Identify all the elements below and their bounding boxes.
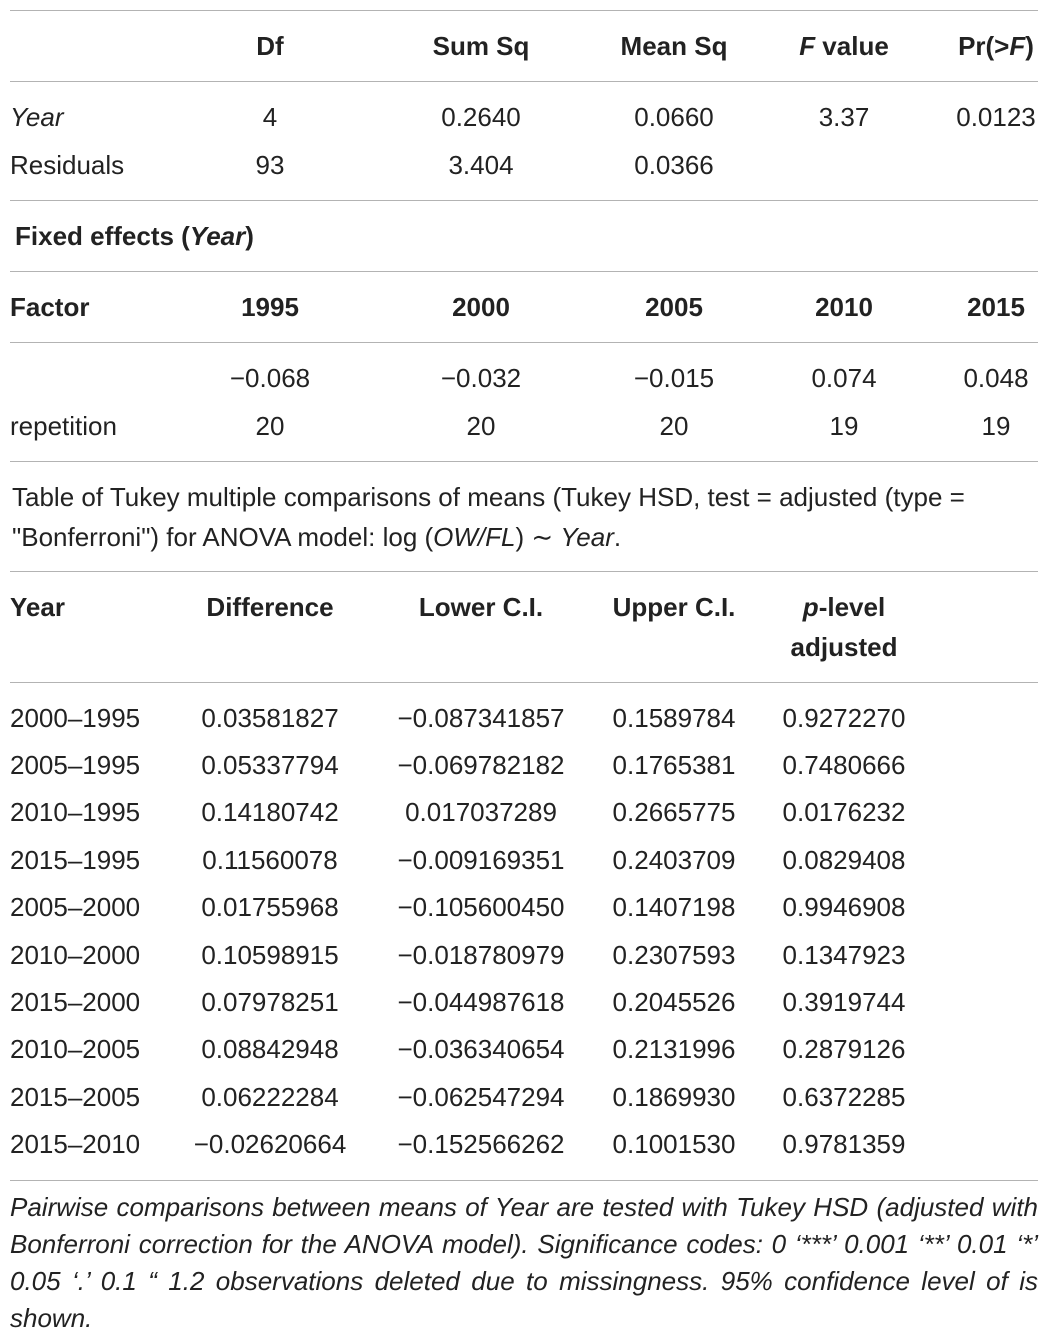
tukey-cell-upper: 0.2307593: [612, 940, 736, 970]
rule-fixed-bottom: [10, 461, 1038, 462]
tukey-cell-upper: 0.2131996: [612, 1034, 736, 1064]
tukey-cell-lower: −0.044987618: [397, 987, 565, 1017]
tukey-cell-upper: 0.1407198: [612, 892, 736, 922]
fixed-cell-2005: 20: [659, 411, 689, 441]
tukey-cell-p: 0.9272270: [782, 703, 906, 733]
tukey-caption-part3: .: [613, 522, 622, 552]
tukey-cell-upper: 0.2403709: [612, 845, 736, 875]
tukey-cell-p: 0.3919744: [782, 987, 906, 1017]
anova-header-sumsq: Sum Sq: [432, 31, 530, 61]
tukey-cell-diff: 0.06222284: [201, 1082, 339, 1112]
fixed-header-2005: 2005: [645, 292, 703, 322]
rule-tukey-caption: [10, 571, 1038, 572]
tukey-cell-year: 2000–1995: [10, 703, 141, 733]
rule-tukey-header: [10, 682, 1038, 683]
anova-header-pr-post: ): [1025, 31, 1034, 61]
tukey-cell-diff: 0.14180742: [201, 797, 339, 827]
tukey-header-plevel: [791, 587, 898, 667]
tukey-cell-diff: 0.08842948: [201, 1034, 339, 1064]
fixed-header-1995: 1995: [241, 292, 299, 322]
fixed-cell-2005: −0.015: [633, 363, 715, 393]
tukey-cell-p: 0.6372285: [782, 1082, 906, 1112]
tukey-cell-lower: −0.036340654: [397, 1034, 565, 1064]
fixed-header-factor: Factor: [10, 292, 90, 322]
tukey-cell-p: 0.2879126: [782, 1034, 906, 1064]
tukey-cell-year: 2005–1995: [10, 750, 141, 780]
tukey-cell-year: 2015–2005: [10, 1082, 141, 1112]
anova-cell-meansq: 0.0366: [634, 150, 714, 180]
anova-header-pr: [958, 31, 1034, 61]
anova-cell-f: 3.37: [818, 102, 870, 132]
fixed-cell-2015: 19: [981, 411, 1011, 441]
fixed-cell-1995: 20: [255, 411, 285, 441]
tukey-cell-upper: 0.2665775: [612, 797, 736, 827]
tukey-header-upper: Upper C.I.: [612, 592, 736, 622]
anova-header-meansq: Mean Sq: [620, 31, 728, 61]
anova-header-fvalue: [799, 31, 889, 61]
tukey-cell-upper: 0.2045526: [612, 987, 736, 1017]
fixed-title-post: ): [245, 221, 254, 251]
fixed-header-2010: 2010: [815, 292, 873, 322]
anova-header-df: Df: [256, 31, 284, 61]
anova-header-f-italic: F: [799, 31, 816, 61]
anova-header-f-rest: value: [815, 31, 889, 61]
tukey-header-difference: Difference: [206, 592, 334, 622]
tukey-caption-part1: Table of Tukey multiple comparisons of means (Tukey HSD, test = adjusted (type = "Bonferroni") for ANOVA model: log (: [12, 482, 965, 552]
tukey-cell-p: 0.9781359: [782, 1129, 906, 1159]
tukey-cell-year: 2010–1995: [10, 797, 141, 827]
fixed-header-2000: 2000: [452, 292, 510, 322]
anova-header-pr-italic: F: [1009, 31, 1026, 61]
tukey-cell-lower: −0.062547294: [397, 1082, 565, 1112]
tukey-cell-upper: 0.1001530: [612, 1129, 736, 1159]
tukey-cell-lower: −0.087341857: [397, 703, 565, 733]
rule-anova-header: [10, 81, 1038, 82]
rule-anova-bottom: [10, 200, 1038, 201]
anova-cell-meansq: 0.0660: [634, 102, 714, 132]
tukey-cell-year: 2015–2010: [10, 1129, 141, 1159]
tukey-cell-p: 0.0829408: [782, 845, 906, 875]
tukey-cell-p: 0.9946908: [782, 892, 906, 922]
tukey-caption: [12, 477, 1038, 557]
anova-cell-pr: 0.0123: [956, 102, 1036, 132]
tukey-cell-lower: −0.152566262: [397, 1129, 565, 1159]
fixed-cell-2000: −0.032: [440, 363, 522, 393]
tukey-cell-upper: 0.1765381: [612, 750, 736, 780]
tukey-cell-year: 2015–2000: [10, 987, 141, 1017]
rule-fixed-header: [10, 342, 1038, 343]
anova-cell-sumsq: 0.2640: [441, 102, 521, 132]
tukey-cell-p: 0.0176232: [782, 797, 906, 827]
fixed-effects-title-text: [15, 221, 254, 251]
fixed-row-label: repetition: [10, 411, 117, 441]
tukey-cell-year: 2005–2000: [10, 892, 141, 922]
anova-header-pr-pre: Pr(>: [958, 31, 1010, 61]
anova-cell-df: 93: [255, 150, 285, 180]
tukey-cell-diff: 0.11560078: [202, 845, 338, 875]
tukey-cell-diff: 0.03581827: [201, 703, 339, 733]
fixed-cell-2010: 19: [829, 411, 859, 441]
tukey-cell-lower: −0.018780979: [397, 940, 565, 970]
tukey-cell-diff: −0.02620664: [193, 1129, 347, 1159]
tukey-cell-lower: −0.105600450: [397, 892, 565, 922]
fixed-cell-2015: 0.048: [963, 363, 1029, 393]
fixed-cell-2000: 20: [466, 411, 496, 441]
tukey-cell-p: 0.7480666: [782, 750, 906, 780]
anova-cell-sumsq: 3.404: [448, 150, 514, 180]
tukey-cell-diff: 0.07978251: [201, 987, 339, 1017]
tukey-cell-lower: −0.009169351: [397, 845, 565, 875]
anova-row-label: Residuals: [10, 150, 125, 180]
tukey-cell-diff: 0.10598915: [201, 940, 339, 970]
fixed-title-pre: Fixed effects (: [15, 221, 190, 251]
tukey-cell-p: 0.1347923: [782, 940, 906, 970]
tukey-caption-part2: ) ∼: [515, 522, 561, 552]
tukey-cell-year: 2015–1995: [10, 845, 141, 875]
tukey-cell-lower: 0.017037289: [405, 797, 557, 827]
rule-fixed-title: [10, 271, 1038, 272]
tukey-cell-upper: 0.1869930: [612, 1082, 736, 1112]
fixed-cell-2010: 0.074: [811, 363, 877, 393]
tukey-cell-year: 2010–2005: [10, 1034, 141, 1064]
tukey-caption-italic1: OW/FL: [433, 522, 516, 552]
tukey-cell-upper: 0.1589784: [612, 703, 736, 733]
tukey-caption-italic2: Year: [560, 522, 614, 552]
fixed-cell-1995: −0.068: [229, 363, 311, 393]
rule-tukey-bottom: [10, 1180, 1038, 1181]
tukey-header-p-rest: -level: [818, 592, 886, 622]
rule-top: [10, 10, 1038, 11]
tukey-header-p-italic: p: [802, 592, 819, 622]
tukey-header-p-line2: adjusted: [790, 632, 898, 662]
tukey-cell-year: 2010–2000: [10, 940, 141, 970]
tukey-cell-lower: −0.069782182: [397, 750, 565, 780]
anova-row-label: Year: [10, 102, 64, 132]
tukey-cell-diff: 0.01755968: [201, 892, 339, 922]
anova-cell-df: 4: [262, 102, 278, 132]
tukey-header-lower: Lower C.I.: [418, 592, 544, 622]
tukey-header-year: Year: [10, 592, 65, 622]
fixed-header-2015: 2015: [967, 292, 1025, 322]
table-footnote: Pairwise comparisons between means of Year are tested with Tukey HSD (adjusted with Bonferroni correction for the ANOVA model). Significance codes: 0 ‘***’ 0.001 ‘**’ 0.01 ‘*’ 0.05 ‘.’ 0.1 “ 1.2 observations deleted due to missingness. 95% confidence level of is shown.: [10, 1192, 1038, 1333]
tukey-cell-diff: 0.05337794: [201, 750, 339, 780]
fixed-title-italic: Year: [189, 221, 246, 251]
